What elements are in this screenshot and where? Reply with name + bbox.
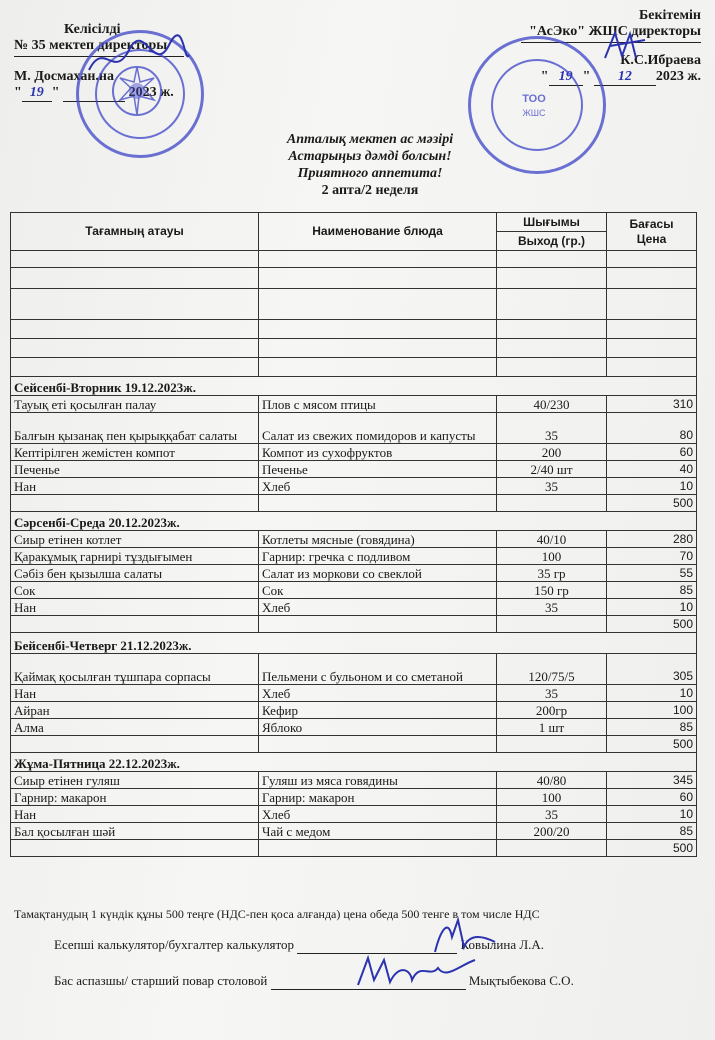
empty-row — [11, 268, 697, 289]
approval-left-name: М. Досмахан.на — [14, 69, 114, 84]
day-total-price: 500 — [607, 736, 697, 753]
dish-price: 310 — [607, 396, 697, 413]
accountant-role: Есепші калькулятор/бухгалтер калькулятор — [54, 937, 295, 952]
dish-yield: 40/10 — [497, 531, 607, 548]
menu-row — [11, 702, 697, 719]
dish-name-kz: Бал қосылған шәй — [11, 823, 259, 840]
empty-cell — [607, 358, 697, 377]
accountant-name: Ковылина Л.А. — [460, 937, 545, 952]
dish-price: 280 — [607, 531, 697, 548]
dish-name-kz: Айран — [11, 702, 259, 719]
empty-cell — [259, 358, 497, 377]
approval-right-heading: Бекітемін — [638, 8, 701, 23]
day-total-row — [11, 736, 697, 753]
empty-cell — [11, 251, 259, 268]
dish-name-ru: Гарнир: гречка с подливом — [259, 548, 497, 565]
empty-cell — [497, 736, 607, 753]
empty-cell — [259, 289, 497, 320]
menu-row — [11, 461, 697, 478]
dish-price: 10 — [607, 806, 697, 823]
dish-price: 60 — [607, 444, 697, 461]
dish-yield: 120/75/5 — [497, 654, 607, 685]
dish-name-kz: Гарнир: макарон — [11, 789, 259, 806]
dish-price: 100 — [607, 702, 697, 719]
header-price: Бағасы Цена — [607, 213, 697, 251]
day-total-price: 500 — [607, 840, 697, 857]
empty-cell — [497, 358, 607, 377]
header-yield-kz: Шығымы — [497, 213, 607, 232]
empty-cell — [11, 268, 259, 289]
dish-name-ru: Хлеб — [259, 685, 497, 702]
empty-cell — [11, 840, 259, 857]
dish-yield: 40/80 — [497, 772, 607, 789]
menu-row — [11, 396, 697, 413]
empty-cell — [11, 320, 259, 339]
dish-yield: 100 — [497, 548, 607, 565]
dish-name-kz: Қаймақ қосылған тұшпара сорпасы — [11, 654, 259, 685]
title-wish-kz: Астарыңыз дәмді болсын! — [288, 149, 452, 164]
empty-cell — [11, 339, 259, 358]
dish-name-kz: Тауық еті қосылған палау — [11, 396, 259, 413]
header-kz-name: Тағамның атауы — [11, 213, 259, 251]
cook-name: Мықтыбекова С.О. — [468, 973, 574, 988]
empty-cell — [497, 320, 607, 339]
dish-name-ru: Хлеб — [259, 478, 497, 495]
dish-name-kz: Нан — [11, 599, 259, 616]
empty-cell — [497, 251, 607, 268]
dish-name-kz: Алма — [11, 719, 259, 736]
dish-name-kz: Балғын қызанақ пен қырыққабат салаты — [11, 413, 259, 444]
date-day: 19 — [22, 85, 52, 102]
approval-right-position: "АсЭко" ЖШС директоры — [529, 24, 701, 39]
dish-yield: 35 — [497, 806, 607, 823]
menu-row — [11, 772, 697, 789]
day-total-row — [11, 616, 697, 633]
dish-name-ru: Гарнир: макарон — [259, 789, 497, 806]
dish-yield: 35 — [497, 599, 607, 616]
dish-price: 85 — [607, 582, 697, 599]
empty-cell — [497, 840, 607, 857]
menu-row — [11, 478, 697, 495]
day-header-row — [11, 753, 697, 772]
dish-yield: 1 шт — [497, 719, 607, 736]
dish-name-ru: Печенье — [259, 461, 497, 478]
menu-row — [11, 823, 697, 840]
approval-left-heading: Келісілді — [64, 22, 121, 37]
empty-cell — [259, 616, 497, 633]
dish-yield: 100 — [497, 789, 607, 806]
empty-row — [11, 339, 697, 358]
price-footnote: Тамақтанудың 1 күндік құны 500 теңге (НДС-пен қоса алғанда) цена обеда 500 тенге в том числе НДС — [14, 907, 540, 921]
day-total-price: 500 — [607, 616, 697, 633]
dish-name-kz: Нан — [11, 478, 259, 495]
dish-price: 55 — [607, 565, 697, 582]
day-header-row — [11, 633, 697, 654]
empty-cell — [497, 616, 607, 633]
date-year: 2023 ж. — [655, 69, 701, 84]
dish-name-kz: Кептірілген жемістен компот — [11, 444, 259, 461]
day-title: Сәрсенбі-Среда 20.12.2023ж. — [11, 512, 697, 531]
dish-price: 10 — [607, 478, 697, 495]
approval-right-name: К.С.Ибраева — [620, 53, 701, 68]
dish-name-ru: Хлеб — [259, 806, 497, 823]
dish-price: 10 — [607, 685, 697, 702]
dish-price: 80 — [607, 413, 697, 444]
dish-name-ru: Хлеб — [259, 599, 497, 616]
empty-cell — [497, 289, 607, 320]
dish-name-kz: Сиыр етінен котлет — [11, 531, 259, 548]
dish-name-kz: Сиыр етінен гуляш — [11, 772, 259, 789]
approval-left-position: № 35 мектеп директоры — [14, 38, 168, 53]
date-quote-open: " — [14, 85, 22, 100]
dish-price: 40 — [607, 461, 697, 478]
empty-row — [11, 289, 697, 320]
empty-cell — [259, 320, 497, 339]
dish-yield: 35 — [497, 685, 607, 702]
empty-cell — [607, 251, 697, 268]
svg-text:ЖШС: ЖШС — [522, 108, 546, 118]
dish-name-ru: Котлеты мясные (говядина) — [259, 531, 497, 548]
dish-name-kz: Сок — [11, 582, 259, 599]
menu-row — [11, 413, 697, 444]
empty-cell — [11, 289, 259, 320]
dish-yield: 35 — [497, 478, 607, 495]
menu-row — [11, 582, 697, 599]
dish-yield: 200гр — [497, 702, 607, 719]
dish-name-kz: Печенье — [11, 461, 259, 478]
empty-cell — [497, 339, 607, 358]
header-ru-name: Наименование блюда — [259, 213, 497, 251]
empty-cell — [11, 616, 259, 633]
empty-cell — [497, 495, 607, 512]
empty-cell — [259, 840, 497, 857]
dish-price: 10 — [607, 599, 697, 616]
dish-price: 70 — [607, 548, 697, 565]
dish-name-kz: Қаракұмық гарнирі тұздығымен — [11, 548, 259, 565]
menu-row — [11, 565, 697, 582]
day-total-row — [11, 840, 697, 857]
menu-table — [10, 212, 697, 857]
date-day: 19 — [549, 69, 583, 86]
dish-yield: 200/20 — [497, 823, 607, 840]
menu-row — [11, 599, 697, 616]
date-year: 2023 ж. — [128, 85, 174, 100]
menu-row — [11, 444, 697, 461]
director-signature-icon — [600, 28, 650, 68]
day-title: Бейсенбі-Четверг 21.12.2023ж. — [11, 633, 697, 654]
day-total-row — [11, 495, 697, 512]
dish-yield: 35 гр — [497, 565, 607, 582]
empty-cell — [607, 320, 697, 339]
date-month: 12 — [594, 69, 656, 86]
title-week: 2 апта/2 неделя — [321, 183, 419, 198]
dish-price: 85 — [607, 719, 697, 736]
dish-yield: 35 — [497, 413, 607, 444]
dish-name-kz: Сәбіз бен қызылша салаты — [11, 565, 259, 582]
empty-row — [11, 320, 697, 339]
dish-name-ru: Кефир — [259, 702, 497, 719]
empty-cell — [607, 339, 697, 358]
empty-cell — [11, 358, 259, 377]
menu-row — [11, 548, 697, 565]
dish-yield: 200 — [497, 444, 607, 461]
dish-price: 85 — [607, 823, 697, 840]
dish-yield: 2/40 шт — [497, 461, 607, 478]
svg-text:ТОО: ТОО — [522, 93, 546, 105]
empty-cell — [11, 495, 259, 512]
empty-cell — [259, 736, 497, 753]
day-total-price: 500 — [607, 495, 697, 512]
dish-yield: 40/230 — [497, 396, 607, 413]
empty-cell — [607, 268, 697, 289]
dish-name-ru: Пельмени с бульоном и со сметаной — [259, 654, 497, 685]
empty-cell — [259, 251, 497, 268]
menu-row — [11, 719, 697, 736]
menu-row — [11, 654, 697, 685]
empty-cell — [607, 289, 697, 320]
day-title: Жұма-Пятница 22.12.2023ж. — [11, 753, 697, 772]
cook-role: Бас аспазшы/ старший повар столовой — [54, 973, 268, 988]
dish-price: 60 — [607, 789, 697, 806]
day-header-row — [11, 512, 697, 531]
menu-row — [11, 685, 697, 702]
empty-cell — [11, 736, 259, 753]
empty-row — [11, 251, 697, 268]
day-title: Сейсенбі-Вторник 19.12.2023ж. — [11, 377, 697, 396]
dish-name-ru: Салат из моркови со свеклой — [259, 565, 497, 582]
empty-row — [11, 358, 697, 377]
menu-body — [11, 251, 697, 857]
approval-right-date: " 19 " 12 2023 ж. — [540, 69, 701, 84]
menu-row — [11, 789, 697, 806]
date-quote-close: " — [51, 85, 60, 100]
dish-name-ru: Плов с мясом птицы — [259, 396, 497, 413]
dish-yield: 150 гр — [497, 582, 607, 599]
empty-cell — [259, 495, 497, 512]
day-header-row — [11, 377, 697, 396]
empty-cell — [259, 339, 497, 358]
title-line-kz: Апталық мектеп ас мәзірі — [286, 132, 454, 147]
dish-name-kz: Нан — [11, 685, 259, 702]
empty-cell — [259, 268, 497, 289]
header-yield-ru: Выход (гр.) — [497, 232, 607, 251]
cook-signature-icon — [350, 950, 480, 1000]
menu-title — [200, 131, 540, 199]
dish-price: 345 — [607, 772, 697, 789]
dish-name-ru: Чай с медом — [259, 823, 497, 840]
dish-name-ru: Компот из сухофруктов — [259, 444, 497, 461]
dish-name-ru: Яблоко — [259, 719, 497, 736]
menu-row — [11, 806, 697, 823]
dish-name-ru: Сок — [259, 582, 497, 599]
director-signature-icon — [84, 30, 194, 90]
title-wish-ru: Приятного аппетита! — [297, 166, 443, 181]
empty-cell — [497, 268, 607, 289]
cook-signature-row — [54, 973, 574, 990]
dish-name-ru: Салат из свежих помидоров и капусты — [259, 413, 497, 444]
dish-name-kz: Нан — [11, 806, 259, 823]
dish-name-ru: Гуляш из мяса говядины — [259, 772, 497, 789]
menu-row — [11, 531, 697, 548]
dish-price: 305 — [607, 654, 697, 685]
